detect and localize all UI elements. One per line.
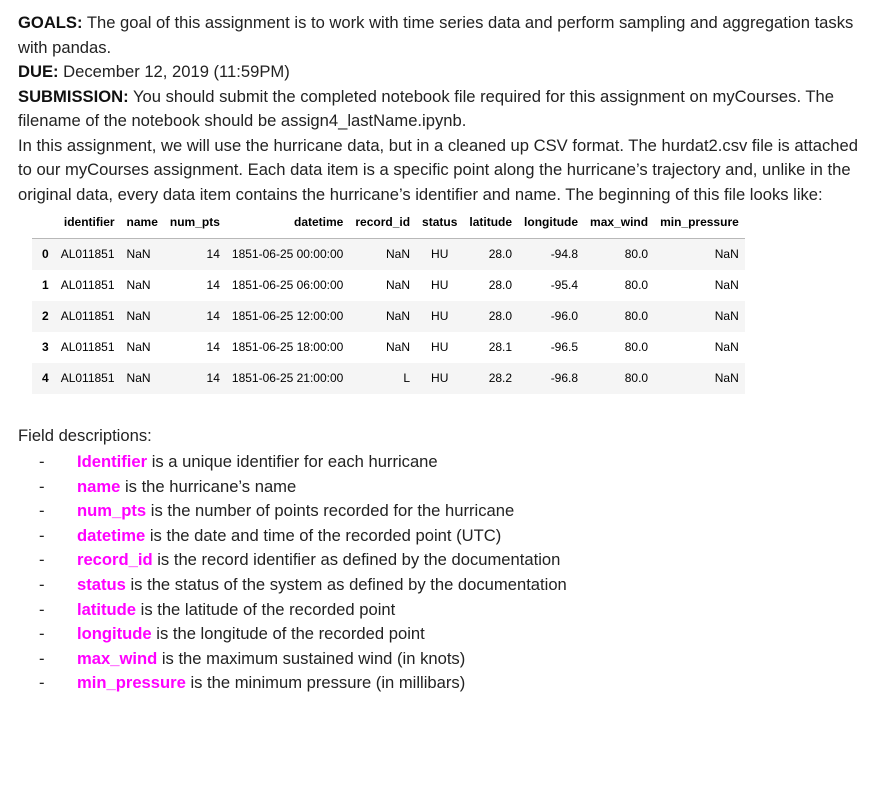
list-item [18, 548, 863, 573]
cell-longitude: -96.5 [550, 340, 579, 354]
field-description: is the minimum pressure (in millibars) [185, 673, 466, 693]
field-name: Identifier [77, 452, 148, 471]
cell-min-pressure: NaN [714, 247, 739, 262]
cell-record-id: NaN [386, 247, 411, 262]
cell-status: HU [431, 309, 449, 323]
list-dash: - [39, 476, 45, 496]
cell-status: HU [431, 247, 449, 262]
list-dash: - [39, 574, 45, 594]
list-item [18, 450, 863, 475]
list-dash: - [39, 599, 45, 619]
list-dash: - [39, 624, 45, 644]
cell-num-pts: 14 [206, 309, 220, 323]
field-description: is the maximum sustained wind (in knots) [157, 648, 466, 668]
cell-identifier: AL011851 [60, 278, 115, 292]
fields-title: Field descriptions: [18, 425, 152, 445]
cell-num-pts: 14 [206, 278, 220, 292]
cell-min-pressure: NaN [714, 309, 739, 323]
column-header-index [32, 207, 55, 239]
list-item [18, 598, 863, 623]
cell-name: NaN [126, 278, 151, 292]
goals-label: GOALS: [18, 13, 83, 32]
field-name: status [77, 574, 126, 594]
table-row [32, 363, 745, 394]
submission-text: You should submit the completed notebook file required for this assignment on myCourses. The filename of the notebook should be assign4_lastName.ipynb. [18, 86, 834, 130]
list-item [18, 499, 863, 524]
cell-identifier: AL011851 [60, 309, 115, 323]
field-name: record_id [77, 550, 153, 570]
row-index: 4 [42, 371, 49, 385]
cell-record-id: NaN [386, 340, 411, 354]
list-item [18, 647, 863, 672]
field-description: is the date and time of the recorded point (UTC) [145, 525, 502, 545]
goals-paragraph [18, 11, 863, 60]
list-dash: - [39, 525, 45, 545]
field-name: datetime [77, 525, 146, 545]
cell-record-id: NaN [386, 278, 411, 292]
cell-datetime: 1851-06-25 12:00:00 [231, 309, 344, 323]
cell-max-wind: 80.0 [624, 309, 649, 323]
submission-paragraph [18, 85, 863, 134]
column-header-record-id: record_id [349, 207, 416, 239]
table-header-row [32, 207, 745, 239]
cell-status: HU [431, 278, 449, 292]
cell-max-wind: 80.0 [624, 278, 649, 292]
column-header-min-pressure: min_pressure [654, 207, 745, 239]
field-descriptions-list [18, 450, 863, 696]
table-row [32, 239, 745, 270]
field-name: latitude [77, 599, 137, 619]
list-item [18, 622, 863, 647]
field-description: is the latitude of the recorded point [136, 599, 396, 619]
cell-min-pressure: NaN [714, 371, 739, 385]
goals-text: The goal of this assignment is to work with time series data and perform sampling and aggregation tasks with pandas. [18, 13, 854, 57]
column-header-longitude: longitude [518, 207, 584, 239]
cell-record-id: L [403, 371, 411, 385]
cell-status: HU [431, 371, 449, 385]
table-row [32, 332, 745, 363]
row-index: 1 [42, 278, 49, 292]
list-dash: - [39, 550, 45, 570]
column-header-latitude: latitude [463, 207, 518, 239]
due-paragraph [18, 60, 863, 85]
row-index: 0 [42, 247, 49, 262]
cell-identifier: AL011851 [60, 340, 115, 354]
field-description: is the record identifier as defined by the documentation [152, 550, 561, 570]
cell-longitude: -96.0 [550, 309, 579, 323]
list-item [18, 573, 863, 598]
cell-longitude: -96.8 [550, 371, 579, 385]
dataframe-table [32, 207, 745, 394]
field-name: min_pressure [77, 673, 186, 693]
column-header-identifier: identifier [55, 207, 121, 239]
field-description: is the number of points recorded for the hurricane [146, 501, 515, 521]
field-description: is the hurricane’s name [120, 476, 297, 496]
field-description: is the status of the system as defined by the documentation [125, 574, 567, 594]
cell-datetime: 1851-06-25 18:00:00 [231, 340, 344, 354]
list-item [18, 524, 863, 549]
row-index: 2 [42, 309, 49, 323]
cell-num-pts: 14 [206, 340, 220, 354]
cell-latitude: 28.0 [488, 247, 513, 262]
cell-min-pressure: NaN [714, 340, 739, 354]
cell-num-pts: 14 [206, 371, 220, 385]
cell-latitude: 28.0 [488, 309, 513, 323]
cell-name: NaN [126, 309, 151, 323]
column-header-num-pts: num_pts [164, 207, 226, 239]
field-name: longitude [77, 624, 152, 644]
due-text: December 12, 2019 (11:59PM) [58, 62, 290, 81]
column-header-name: name [121, 207, 164, 239]
cell-latitude: 28.2 [488, 371, 513, 385]
cell-name: NaN [126, 371, 151, 385]
cell-longitude: -94.8 [550, 247, 579, 262]
cell-max-wind: 80.0 [624, 371, 649, 385]
field-description: is a unique identifier for each hurricane [147, 452, 438, 471]
cell-datetime: 1851-06-25 00:00:00 [231, 247, 344, 262]
cell-name: NaN [126, 247, 151, 262]
cell-status: HU [431, 340, 449, 354]
field-name: num_pts [77, 501, 147, 521]
assignment-document [18, 11, 863, 696]
cell-min-pressure: NaN [714, 278, 739, 292]
cell-identifier: AL011851 [60, 247, 115, 262]
list-item [18, 671, 863, 696]
due-label: DUE: [18, 62, 59, 81]
cell-name: NaN [126, 340, 151, 354]
intro-paragraph: In this assignment, we will use the hurricane data, but in a cleaned up CSV format. The hurdat2.csv file is attached to our myCourses assignment. Each data item is a specific point along the hurricane’s trajectory and, unlike in the original data, every data item contains the hurricane’s identifier and name. The beginning of this file looks like: [18, 135, 858, 204]
list-dash: - [39, 673, 45, 693]
table-row [32, 270, 745, 301]
list-dash: - [39, 452, 45, 471]
list-dash: - [39, 501, 45, 521]
cell-max-wind: 80.0 [624, 340, 649, 354]
cell-datetime: 1851-06-25 21:00:00 [231, 371, 344, 385]
field-description: is the longitude of the recorded point [151, 624, 425, 644]
column-header-datetime: datetime [226, 207, 349, 239]
cell-num-pts: 14 [206, 247, 220, 262]
field-name: max_wind [77, 648, 158, 668]
row-index: 3 [42, 340, 49, 354]
table-row [32, 301, 745, 332]
column-header-max-wind: max_wind [584, 207, 654, 239]
cell-longitude: -95.4 [550, 278, 579, 292]
cell-identifier: AL011851 [60, 371, 115, 385]
field-name: name [77, 476, 121, 496]
cell-latitude: 28.0 [488, 278, 513, 292]
cell-max-wind: 80.0 [624, 247, 649, 262]
column-header-status: status [416, 207, 463, 239]
cell-datetime: 1851-06-25 06:00:00 [231, 278, 344, 292]
cell-record-id: NaN [386, 309, 411, 323]
submission-label: SUBMISSION: [18, 86, 129, 106]
list-dash: - [39, 648, 45, 668]
list-item [18, 475, 863, 500]
cell-latitude: 28.1 [488, 340, 513, 354]
